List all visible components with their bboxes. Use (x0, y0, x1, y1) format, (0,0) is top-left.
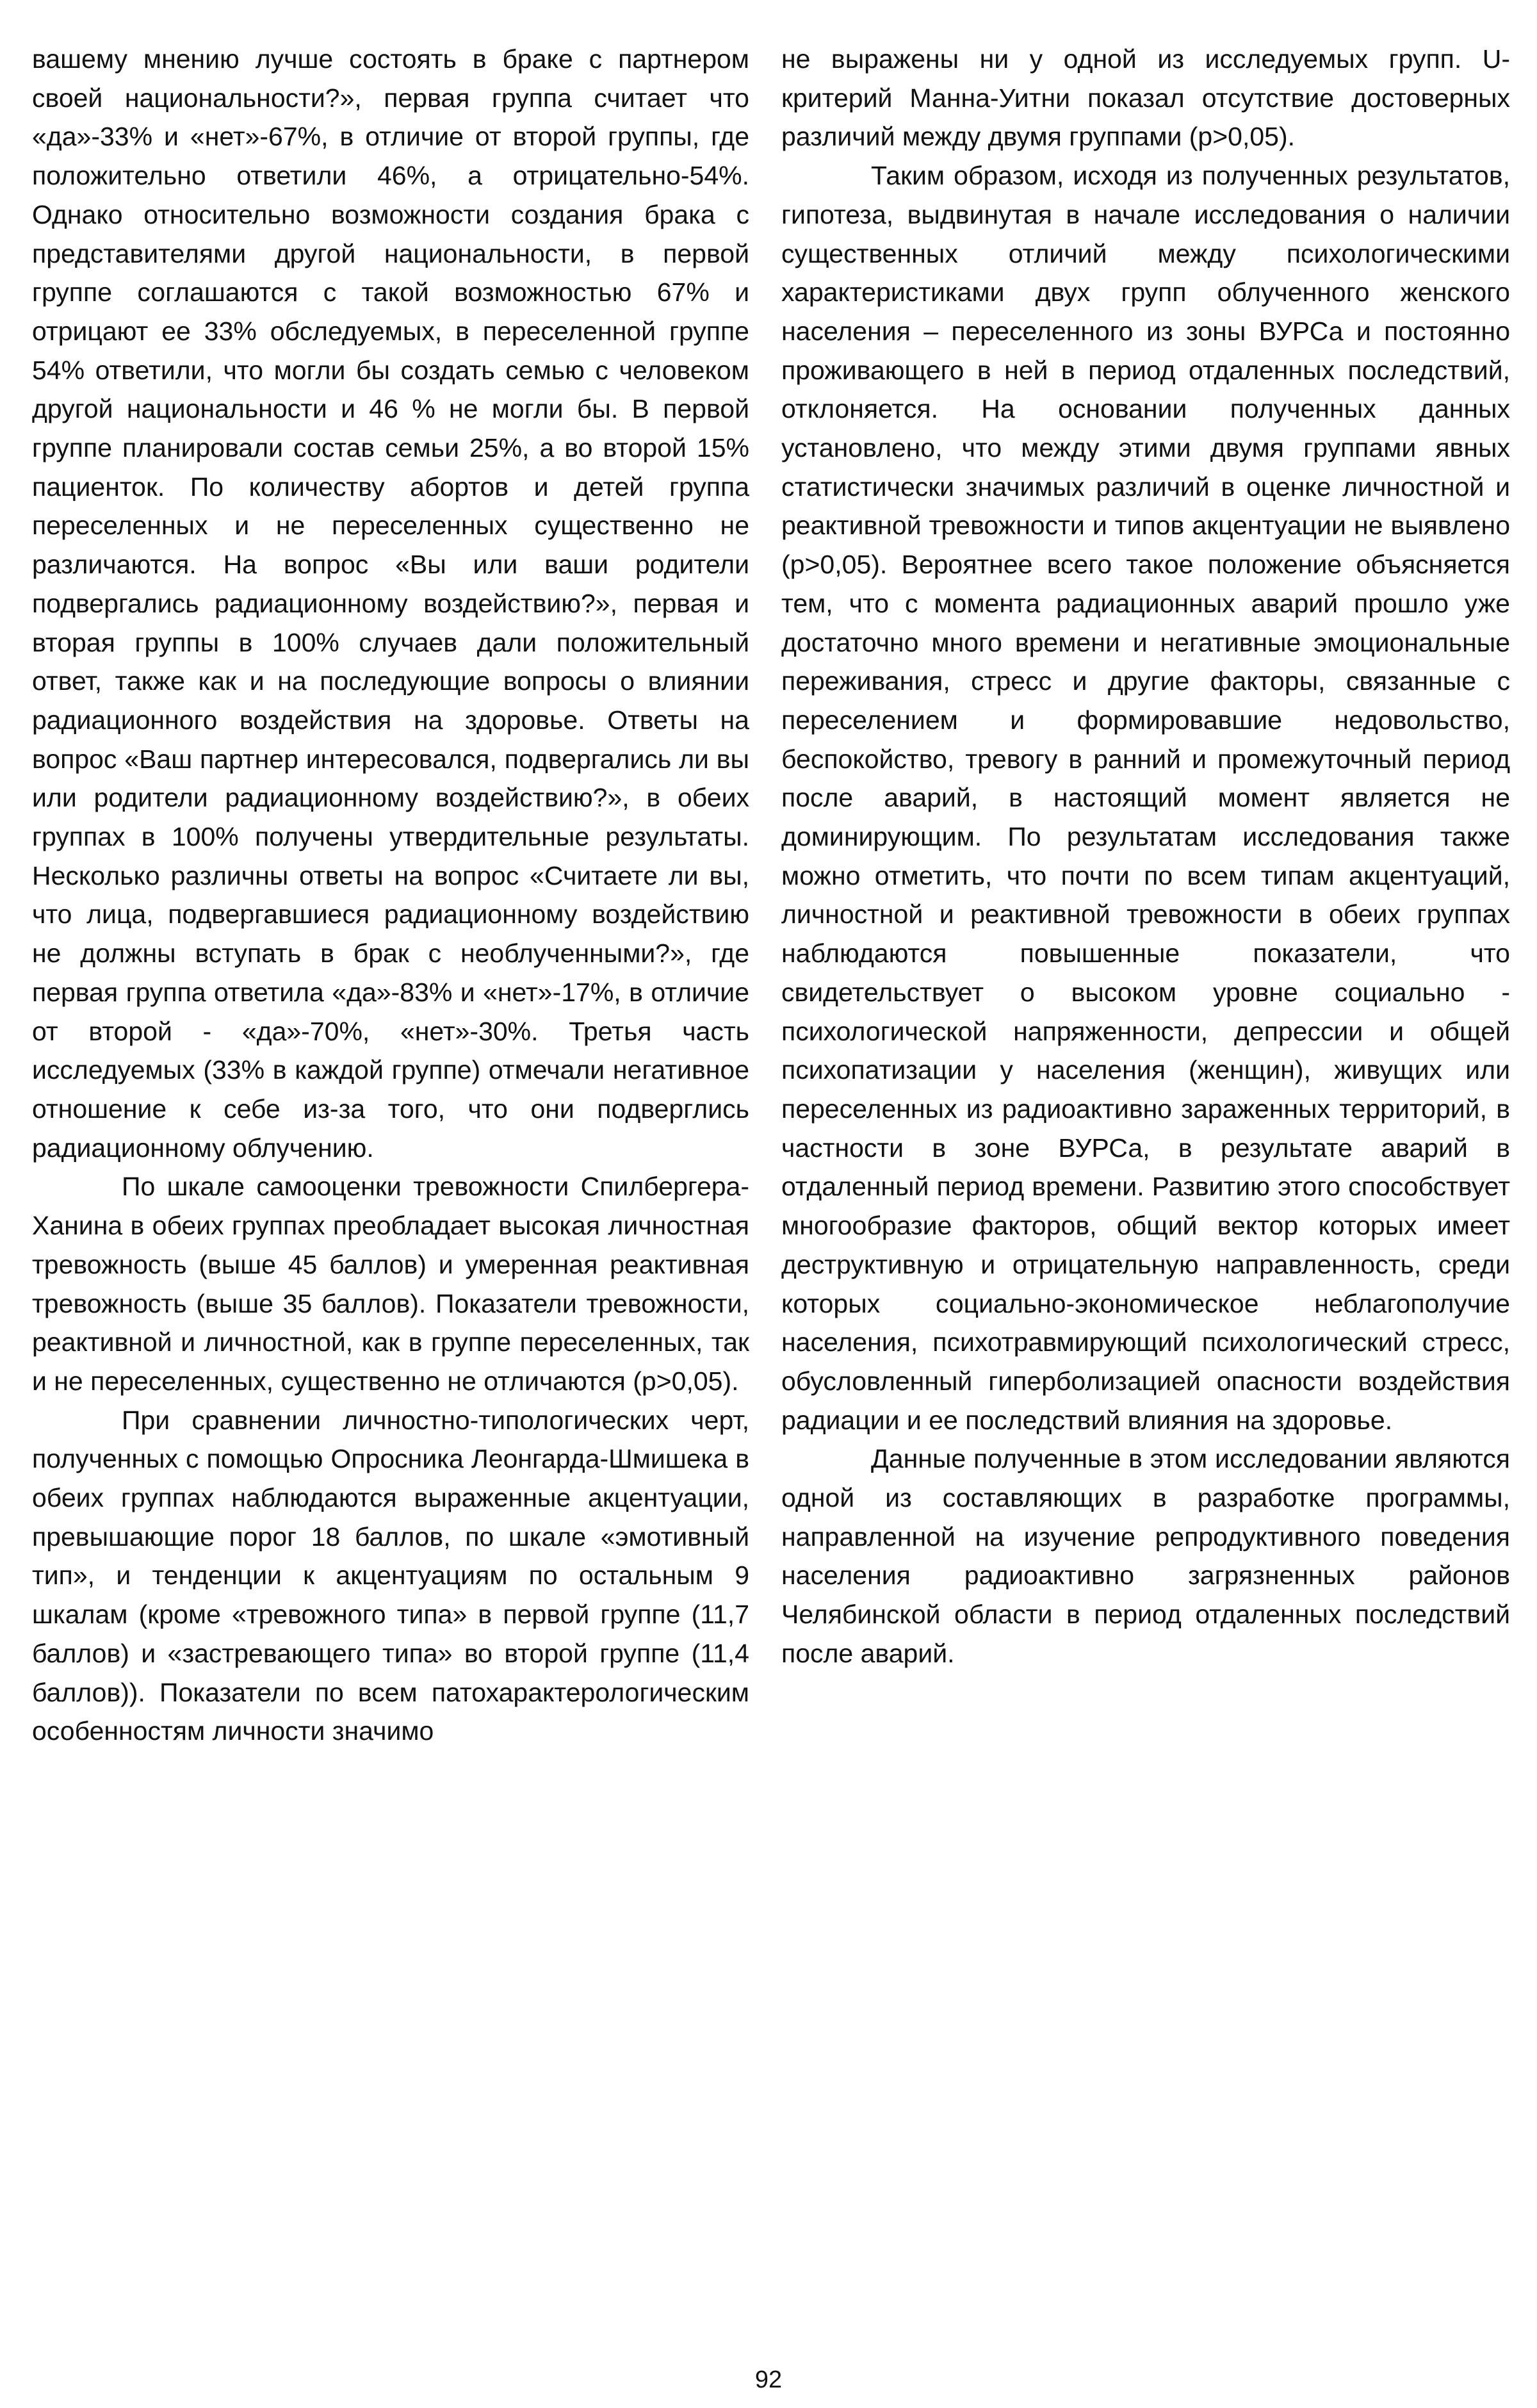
left-paragraph-1: вашему мнению лучше состоять в браке с партнером своей национальности?», первая группа считает что «да»-33% и «нет»-67%, в отличие от второй группы, где положительно ответили 46%, а отрицательно-54%. Однако относительно возможности создания брака с представителями другой национальности, в первой группе соглашаются с такой возможностью 67% и отрицают ее 33% обследуемых, в переселенной группе 54% ответили, что могли бы создать семью с человеком другой национальности и 46 % не могли бы. В первой группе планировали состав семьи 25%, а во второй 15% пациенток. По количеству абортов и детей группа переселенных и не переселенных существенно не различаются. На вопрос «Вы или ваши родители подвергались радиационному воздействию?», первая и вторая группы в 100% случаев дали положительный ответ, также как и на последующие вопросы о влиянии радиационного воздействия на здоровье. Ответы на вопрос «Ваш партнер интересовался, подвергались ли вы или родители радиационному воздействию?», в обеих группах в 100% получены утвердительные результаты. Несколько различны ответы на вопрос «Считаете ли вы, что лица, подвергавшиеся радиационному воздействию не должны вступать в брак с необлученными?», где первая группа ответила «да»-83% и «нет»-17%, в отличие от второй - «да»-70%, «нет»-30%. Третья часть исследуемых (33% в каждой группе) отмечали негативное отношение к себе из-за того, что они подверглись радиационному облучению. (32, 44, 749, 1163)
left-text-column (32, 40, 749, 1751)
left-paragraph-2: По шкале самооценки тревожности Спилбергера-Ханина в обеих группах преобладает высокая личностная тревожность (выше 45 баллов) и умеренная реактивная тревожность (выше 35 баллов). Показатели тревожности, реактивной и личностной, как в группе переселенных, так и не переселенных, существенно не отличаются (p>0,05). (32, 1172, 749, 1396)
right-paragraph-1: не выражены ни у одной из исследуемых групп. U-критерий Манна-Уитни показал отсутствие достоверных различий между двумя группами (p>0,05). (781, 44, 1510, 152)
page-number: 92 (754, 2366, 783, 2393)
right-paragraph-3: Данные полученные в этом исследовании являются одной из составляющих в разработке программы, направленной на изучение репродуктивного поведения населения радиоактивно загрязненных районов Челябинской области в период отдаленных последствий после аварий. (781, 1444, 1510, 1668)
right-text-column (781, 40, 1510, 1673)
right-paragraph-2: Таким образом, исходя из полученных результатов, гипотеза, выдвинутая в начале исследования о наличии существенных отличий между психологическими характеристиками двух групп облученного женского населения – переселенного из зоны ВУРСа и постоянно проживающего в ней в период отдаленных последствий, отклоняется. На основании полученных данных установлено, что между этими двумя группами явных статистически значимых различий в оценке личностной и реактивной тревожности и типов акцентуации не выявлено (p>0,05). Вероятнее всего такое положение объясняется тем, что с момента радиационных аварий прошло уже достаточно много времени и негативные эмоциональные переживания, стресс и другие факторы, связанные с переселением и формировавшие недовольство, беспокойство, тревогу в ранний и промежуточный период после аварий, в настоящий момент является не доминирующим. По результатам исследования также можно отметить, что почти по всем типам акцентуаций, личностной и реактивной тревожности в обеих группах наблюдаются повышенные показатели, что свидетельствует о высоком уровне социально - психологической напряженности, депрессии и общей психопатизации у населения (женщин), живущих или переселенных из радиоактивно зараженных территорий, в частности в зоне ВУРСа, в результате аварий в отдаленный период времени. Развитию этого способствует многообразие факторов, общий вектор которых имеет деструктивную и отрицательную направленность, среди которых социально-экономическое неблагополучие населения, психотравмирующий психологический стресс, обусловленный гиперболизацией опасности воздействия радиации и ее последствий влияния на здоровье. (781, 161, 1510, 1435)
left-paragraph-3: При сравнении личностно-типологических черт, полученных с помощью Опросника Леонгарда-Шмишека в обеих группах наблюдаются выраженные акцентуации, превышающие порог 18 баллов, по шкале «эмотивный тип», и тенденции к акцентуациям по остальным 9 шкалам (кроме «тревожного типа» в первой группе (11,7 баллов) и «застревающего типа» во второй группе (11,4 баллов)). Показатели по всем патохарактерологическим особенностям личности значимо (32, 1405, 749, 1746)
